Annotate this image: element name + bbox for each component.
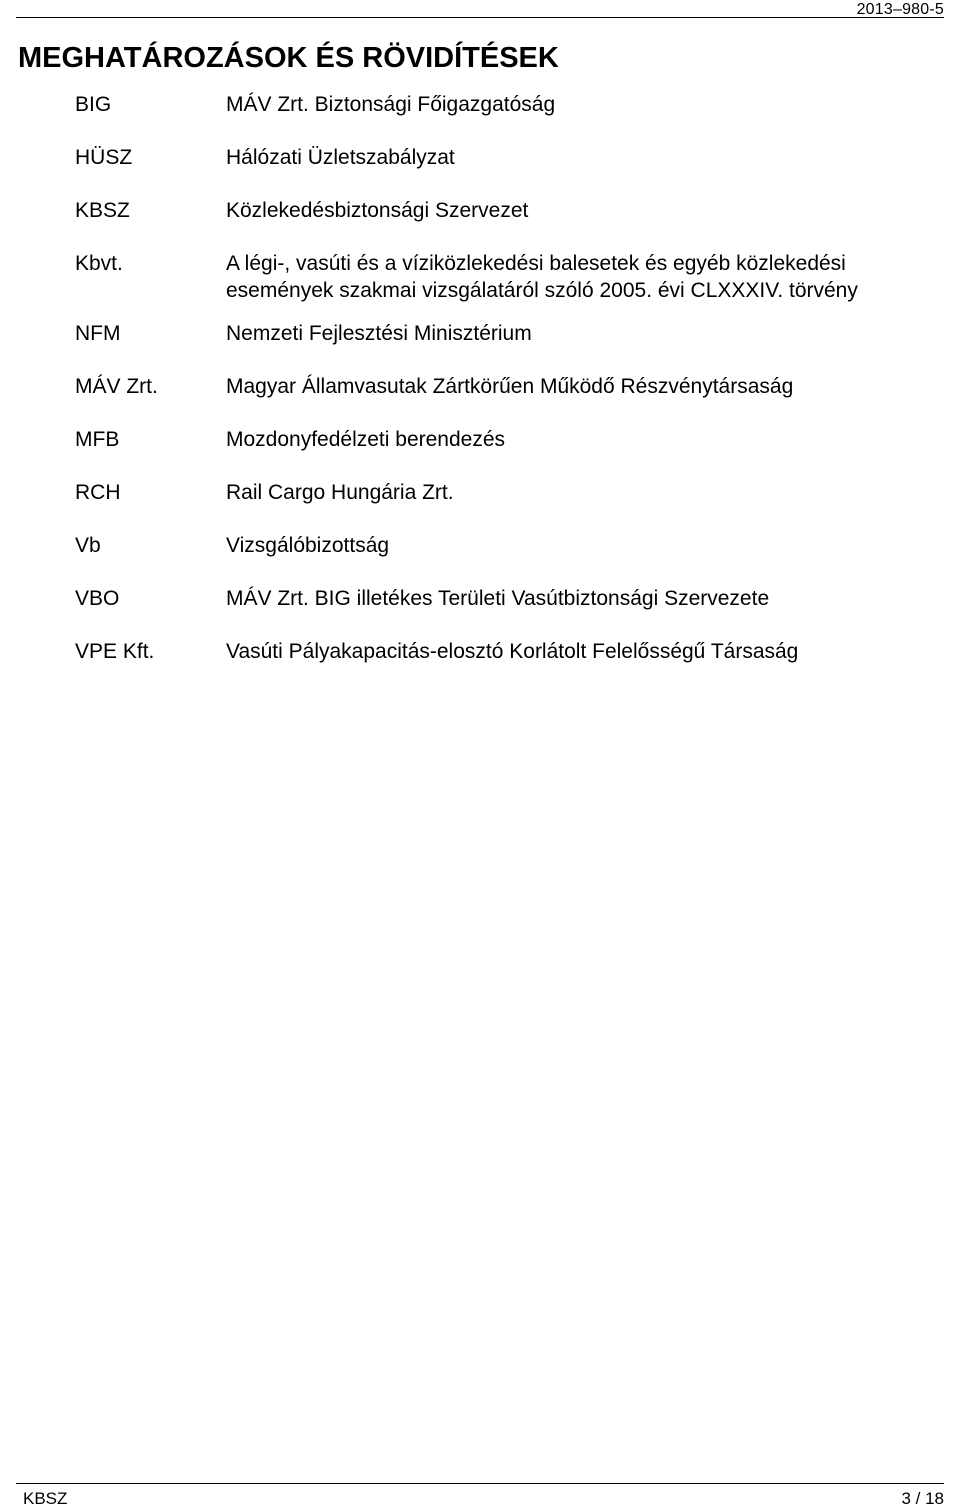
abbreviation-definition: Magyar Államvasutak Zártkörűen Működő Részvénytársaság (226, 375, 794, 398)
abbreviation-definition: Mozdonyfedélzeti berendezés (226, 428, 506, 451)
abbreviation-term: Kbvt. (75, 252, 123, 275)
abbreviation-definition: MÁV Zrt. BIG illetékes Területi Vasútbiztonsági Szervezete (226, 587, 770, 610)
abbreviation-definition: Rail Cargo Hungária Zrt. (226, 481, 454, 504)
abbreviation-row (0, 144, 960, 171)
abbreviation-definition: A légi-, vasúti és a víziközlekedési balesetek és egyéb közlekedési események szakmai vizsgálatáról szóló 2005. évi CLXXXIV. törvény (226, 252, 858, 302)
abbreviation-definition: Vasúti Pályakapacitás-elosztó Korlátolt Felelősségű Társaság (226, 640, 799, 663)
abbreviation-row (0, 532, 960, 559)
abbreviation-term: MÁV Zrt. (75, 375, 158, 398)
abbreviation-term: HÜSZ (75, 146, 133, 169)
abbreviation-definition: Vizsgálóbizottság (226, 534, 390, 557)
footer-organization: KBSZ (23, 1489, 68, 1508)
abbreviation-term: NFM (75, 322, 121, 345)
abbreviation-row (0, 479, 960, 506)
page-number: 3 / 18 (901, 1489, 944, 1508)
header-rule (16, 17, 944, 18)
abbreviation-definition: MÁV Zrt. Biztonsági Főigazgatóság (226, 93, 556, 116)
abbreviation-definition: Közlekedésbiztonsági Szervezet (226, 199, 529, 222)
abbreviation-row (0, 320, 960, 347)
abbreviation-row (0, 426, 960, 453)
abbreviation-term: RCH (75, 481, 121, 504)
document-id: 2013–980-5 (856, 1, 944, 18)
abbreviation-term: VBO (75, 587, 120, 610)
section-title: MEGHATÁROZÁSOK ÉS RÖVIDÍTÉSEK (18, 42, 559, 74)
abbreviation-term: KBSZ (75, 199, 130, 222)
abbreviation-row (0, 638, 960, 665)
abbreviation-term: Vb (75, 534, 101, 557)
abbreviation-row (0, 197, 960, 224)
abbreviation-definition: Nemzeti Fejlesztési Minisztérium (226, 322, 532, 345)
abbreviation-list (0, 91, 960, 665)
abbreviation-row (0, 373, 960, 400)
abbreviation-term: BIG (75, 93, 112, 116)
abbreviation-row (0, 91, 960, 118)
abbreviation-row (0, 585, 960, 612)
abbreviation-definition: Hálózati Üzletszabályzat (226, 146, 455, 169)
abbreviation-term: MFB (75, 428, 120, 451)
abbreviation-term: VPE Kft. (75, 640, 155, 663)
footer-rule (16, 1483, 944, 1484)
abbreviation-row (0, 250, 960, 304)
